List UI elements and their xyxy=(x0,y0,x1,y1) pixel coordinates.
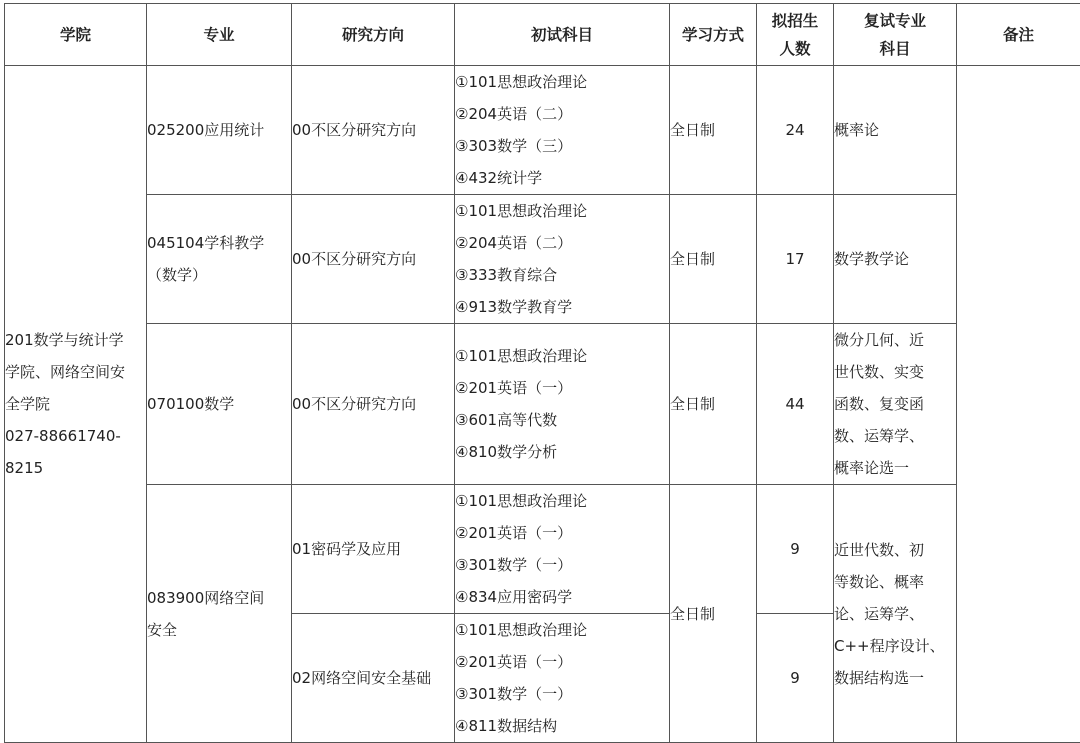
retest-line: 数、运筹学、 xyxy=(834,420,956,452)
header-quota-line1: 拟招生 xyxy=(757,7,833,35)
retest-line: 数学教学论 xyxy=(834,243,956,275)
header-remarks: 备注 xyxy=(957,4,1080,66)
header-retest-subjects xyxy=(834,4,957,66)
subject-item: ②201英语（一） xyxy=(455,517,669,549)
subject-item: ③301数学（一） xyxy=(455,678,669,710)
retest-line: 函数、复变函 xyxy=(834,388,956,420)
subject-item: ③601高等代数 xyxy=(455,404,669,436)
direction-cell: 01密码学及应用 xyxy=(292,485,455,614)
study-mode-cell: 全日制 xyxy=(670,195,757,324)
subject-item: ④913数学教育学 xyxy=(455,291,669,323)
header-quota-line2: 人数 xyxy=(757,35,833,63)
subject-item: ①101思想政治理论 xyxy=(455,195,669,227)
exam-subjects-cell xyxy=(455,324,670,485)
quota-cell: 9 xyxy=(757,485,834,614)
exam-subjects-cell xyxy=(455,66,670,195)
retest-cell xyxy=(834,66,957,195)
major-cell xyxy=(147,66,292,195)
major-line: 083900网络空间 xyxy=(147,582,291,614)
table-row xyxy=(5,485,1080,614)
quota-cell: 44 xyxy=(757,324,834,485)
quota-cell: 24 xyxy=(757,66,834,195)
major-line: 安全 xyxy=(147,614,291,646)
subject-item: ④811数据结构 xyxy=(455,710,669,742)
subject-item: ①101思想政治理论 xyxy=(455,66,669,98)
quota-cell: 17 xyxy=(757,195,834,324)
college-line: 学院、网络空间安 xyxy=(5,356,146,388)
retest-line: 论、运筹学、 xyxy=(834,598,956,630)
direction-cell: 00不区分研究方向 xyxy=(292,66,455,195)
college-cell xyxy=(5,66,147,743)
header-retest-line1: 复试专业 xyxy=(834,7,956,35)
subject-item: ②204英语（二） xyxy=(455,98,669,130)
college-line: 201数学与统计学 xyxy=(5,324,146,356)
study-mode-cell: 全日制 xyxy=(670,324,757,485)
major-line: （数学） xyxy=(147,259,291,291)
exam-subjects-cell xyxy=(455,485,670,614)
subject-item: ②201英语（一） xyxy=(455,372,669,404)
table-row xyxy=(5,324,1080,485)
college-line: 全学院 xyxy=(5,388,146,420)
admissions-table xyxy=(4,3,1080,743)
retest-cell xyxy=(834,485,957,743)
major-cell xyxy=(147,324,292,485)
exam-subjects-cell xyxy=(455,195,670,324)
subject-item: ④432统计学 xyxy=(455,162,669,194)
subject-item: ②204英语（二） xyxy=(455,227,669,259)
direction-cell: 00不区分研究方向 xyxy=(292,195,455,324)
retest-line: C++程序设计、 xyxy=(834,630,956,662)
direction-cell: 02网络空间安全基础 xyxy=(292,614,455,743)
header-exam-subjects: 初试科目 xyxy=(455,4,670,66)
header-retest-line2: 科目 xyxy=(834,35,956,63)
header-major: 专业 xyxy=(147,4,292,66)
retest-line: 概率论选一 xyxy=(834,452,956,484)
major-cell xyxy=(147,195,292,324)
subject-item: ①101思想政治理论 xyxy=(455,614,669,646)
retest-line: 微分几何、近 xyxy=(834,324,956,356)
study-mode-cell: 全日制 xyxy=(670,485,757,743)
subject-item: ④810数学分析 xyxy=(455,436,669,468)
subject-item: ①101思想政治理论 xyxy=(455,340,669,372)
header-study-mode: 学习方式 xyxy=(670,4,757,66)
study-mode-cell: 全日制 xyxy=(670,66,757,195)
major-line: 025200应用统计 xyxy=(147,114,291,146)
subject-item: ③333教育综合 xyxy=(455,259,669,291)
subject-item: ③303数学（三） xyxy=(455,130,669,162)
table-row xyxy=(5,195,1080,324)
retest-line: 数据结构选一 xyxy=(834,662,956,694)
quota-cell: 9 xyxy=(757,614,834,743)
major-cell xyxy=(147,485,292,743)
subject-item: ①101思想政治理论 xyxy=(455,485,669,517)
retest-line: 近世代数、初 xyxy=(834,534,956,566)
college-phone-line: 8215 xyxy=(5,452,146,484)
retest-cell xyxy=(834,195,957,324)
subject-item: ③301数学（一） xyxy=(455,549,669,581)
exam-subjects-cell xyxy=(455,614,670,743)
remarks-cell xyxy=(957,66,1080,743)
header-college: 学院 xyxy=(5,4,147,66)
retest-line: 世代数、实变 xyxy=(834,356,956,388)
college-phone-line: 027-88661740- xyxy=(5,420,146,452)
subject-item: ②201英语（一） xyxy=(455,646,669,678)
subject-item: ④834应用密码学 xyxy=(455,581,669,613)
direction-cell: 00不区分研究方向 xyxy=(292,324,455,485)
header-quota xyxy=(757,4,834,66)
retest-cell xyxy=(834,324,957,485)
major-line: 070100数学 xyxy=(147,388,291,420)
major-line: 045104学科教学 xyxy=(147,227,291,259)
header-row xyxy=(5,4,1080,66)
table-row xyxy=(5,66,1080,195)
header-direction: 研究方向 xyxy=(292,4,455,66)
retest-line: 等数论、概率 xyxy=(834,566,956,598)
retest-line: 概率论 xyxy=(834,114,956,146)
